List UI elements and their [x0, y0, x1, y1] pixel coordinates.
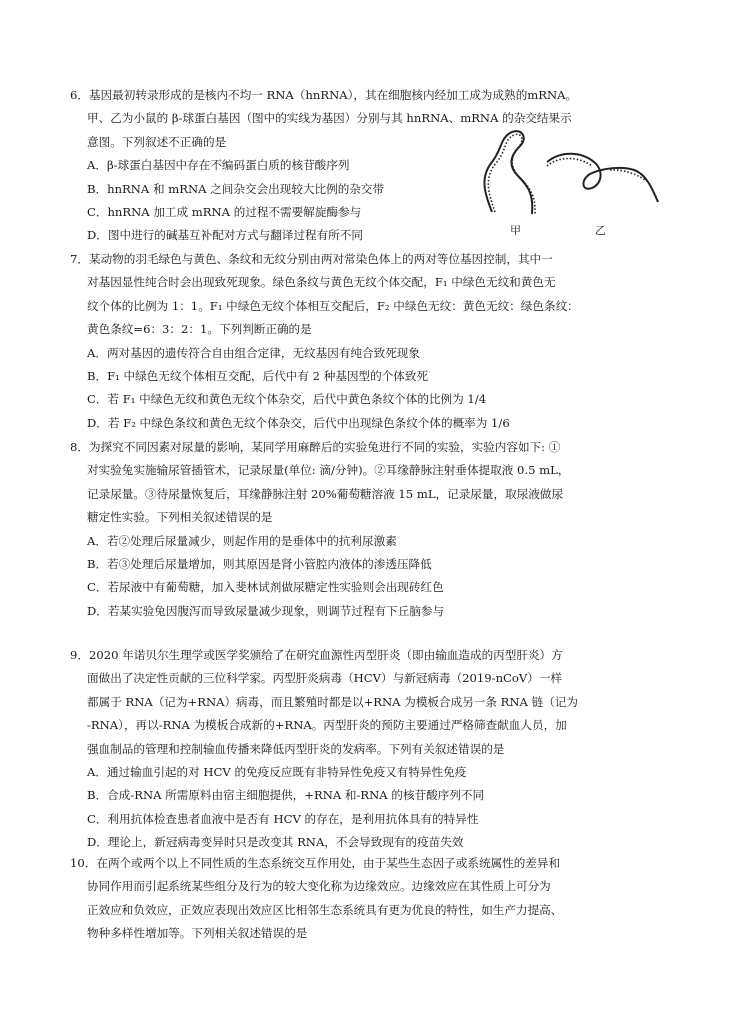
question-7-stem-line-1: 7．某动物的羽毛绿色与黄色、条纹和无纹分别由两对常染色体上的两对等位基因控制，其中一 [70, 252, 553, 266]
question-10-stem-line-3: 正效应和负效应，正效应表现出效应区比相邻生态系统具有更为优良的特性，如生产力提高、 [87, 902, 563, 917]
question-6-option-c: C．hnRNA 加工成 mRNA 的过程不需要解旋酶参与 [87, 205, 362, 220]
figure-label-a: 甲 [510, 224, 521, 237]
question-7 [70, 248, 674, 435]
question-7-stem-line-3: 纹个体的比例为 1：1。F₁ 中绿色无纹个体相互交配后，F₂ 中绿色无纹：黄色无纹：绿色条纹： [87, 298, 579, 313]
question-8-option-c: C．若尿液中有葡萄糖，加入斐林试剂做尿糖定性实验则会出现砖红色 [87, 580, 444, 595]
hybridization-diagram [462, 122, 662, 222]
question-9-option-d: D．理论上，新冠病毒变异时只是改变其 RNA，不会导致现有的疫苗失效 [87, 835, 464, 850]
figure-label-b: 乙 [595, 224, 606, 237]
question-7-option-a: A．两对基因的遗传符合自由组合定律，无纹基因有纯合致死现象 [87, 345, 420, 360]
question-8-stem-line-3: 记录尿量。③待尿量恢复后，耳缘静脉注射 20%葡萄糖溶液 15 mL，记录尿量，取尿液做尿 [87, 486, 564, 501]
question-8-option-a: A．若②处理后尿量减少，则起作用的是垂体中的抗利尿激素 [87, 533, 397, 548]
question-10-stem-line-1: 10．在两个或两个以上不同性质的生态系统交互作用处，由于某些生态因子或系统属性的差异和 [70, 856, 561, 870]
figure-b-rna-strand [547, 158, 658, 202]
question-8 [70, 436, 674, 623]
question-9-stem-line-5: 强血制品的管理和控制输血传播来降低丙型肝炎的发病率。下列有关叙述错误的是 [87, 741, 505, 756]
question-9-option-c: C．利用抗体检查患者血液中是否有 HCV 的存在，是利用抗体具有的特异性 [87, 811, 479, 826]
question-7-option-b: B．F₁ 中绿色无纹个体相互交配，后代中有 2 种基因型的个体致死 [87, 369, 429, 384]
question-9-stem-line-2: 面做出了决定性贡献的三位科学家。丙型肝炎病毒（HCV）与新冠病毒（2019-nCoV）一样 [87, 671, 563, 686]
figure-a-rna-strand [488, 134, 535, 214]
question-9-option-b: B．合成-RNA 所需原料由宿主细胞提供，+RNA 和-RNA 的核苷酸序列不同 [87, 788, 485, 803]
question-9-option-a: A．通过输血引起的对 HCV 的免疫反应既有非特异性免疫又有特异性免疫 [87, 765, 467, 780]
question-10-stem-line-2: 协同作用而引起系统某些组分及行为的较大变化称为边缘效应。边缘效应在其性质上可分为 [87, 879, 551, 894]
question-9-stem-line-4: -RNA），再以-RNA 为模板合成新的+RNA。丙型肝炎的预防主要通过严格筛查献血人员，加 [87, 718, 567, 733]
question-9-stem-line-1: 9．2020 年诺贝尔生理学或医学奖颁给了在研究血源性丙型肝炎（即由输血造成的丙型肝炎）方 [70, 648, 563, 662]
question-8-stem-line-2: 对实验兔实施输尿管插管术，记录尿量(单位: 滴/分钟)。②耳缘静脉注射垂体提取液 0.5 mL， [87, 463, 570, 478]
question-9 [70, 644, 674, 855]
question-8-option-b: B．若③处理后尿量增加，则其原因是肾小管腔内液体的渗透压降低 [87, 557, 432, 572]
question-7-option-d: D．若 F₂ 中绿色条纹和黄色无纹个体杂交，后代中出现绿色条纹个体的概率为 1/6 [87, 415, 510, 430]
question-6-stem-line-1: 6．基因最初转录形成的是核内不均一 RNA（hnRNA），其在细胞核内经加工成为成熟的mRNA。 [70, 88, 578, 102]
question-6-option-d: D．图中进行的碱基互补配对方式与翻译过程有所不同 [87, 228, 363, 243]
question-6-stem-line-3: 意图。下列叙述不正确的是 [87, 134, 227, 149]
hybridization-figure [462, 122, 662, 242]
question-7-option-c: C．若 F₁ 中绿色无纹和黄色无纹个体杂交，后代中黄色条纹个体的比例为 1/4 [87, 392, 487, 407]
question-9-stem-line-3: 都属于 RNA（记为+RNA）病毒，而且繁殖时都是以+RNA 为模板合成另一条 RNA 链（记为 [87, 694, 578, 709]
question-6-option-b: B．hnRNA 和 mRNA 之间杂交会出现较大比例的杂交带 [87, 181, 385, 196]
question-8-stem-line-1: 8．为探究不同因素对尿量的影响，某同学用麻醉后的实验兔进行不同的实验，实验内容如下: ① [70, 440, 561, 454]
question-6-stem-line-2: 甲、乙为小鼠的 β-球蛋白基因（图中的实线为基因）分别与其 hnRNA、mRNA 的杂交结果示 [87, 111, 572, 126]
question-7-stem-line-4: 黄色条纹=6：3：2：1。下列判断正确的是 [87, 322, 312, 337]
question-10 [70, 852, 674, 946]
question-7-stem-line-2: 对基因显性纯合时会出现致死现象。绿色条纹与黄色无纹个体交配，F₁ 中绿色无纹和黄色无 [87, 275, 556, 290]
question-10-stem-line-4: 物种多样性增加等。下列相关叙述错误的是 [87, 926, 308, 941]
question-8-option-d: D．若某实验兔因腹泻而导致尿量减少现象，则调节过程有下丘脑参与 [87, 603, 445, 618]
question-8-stem-line-4: 糖定性实验。下列相关叙述错误的是 [87, 510, 273, 525]
question-6-option-a: A．β-球蛋白基因中存在不编码蛋白质的核苷酸序列 [87, 158, 350, 173]
